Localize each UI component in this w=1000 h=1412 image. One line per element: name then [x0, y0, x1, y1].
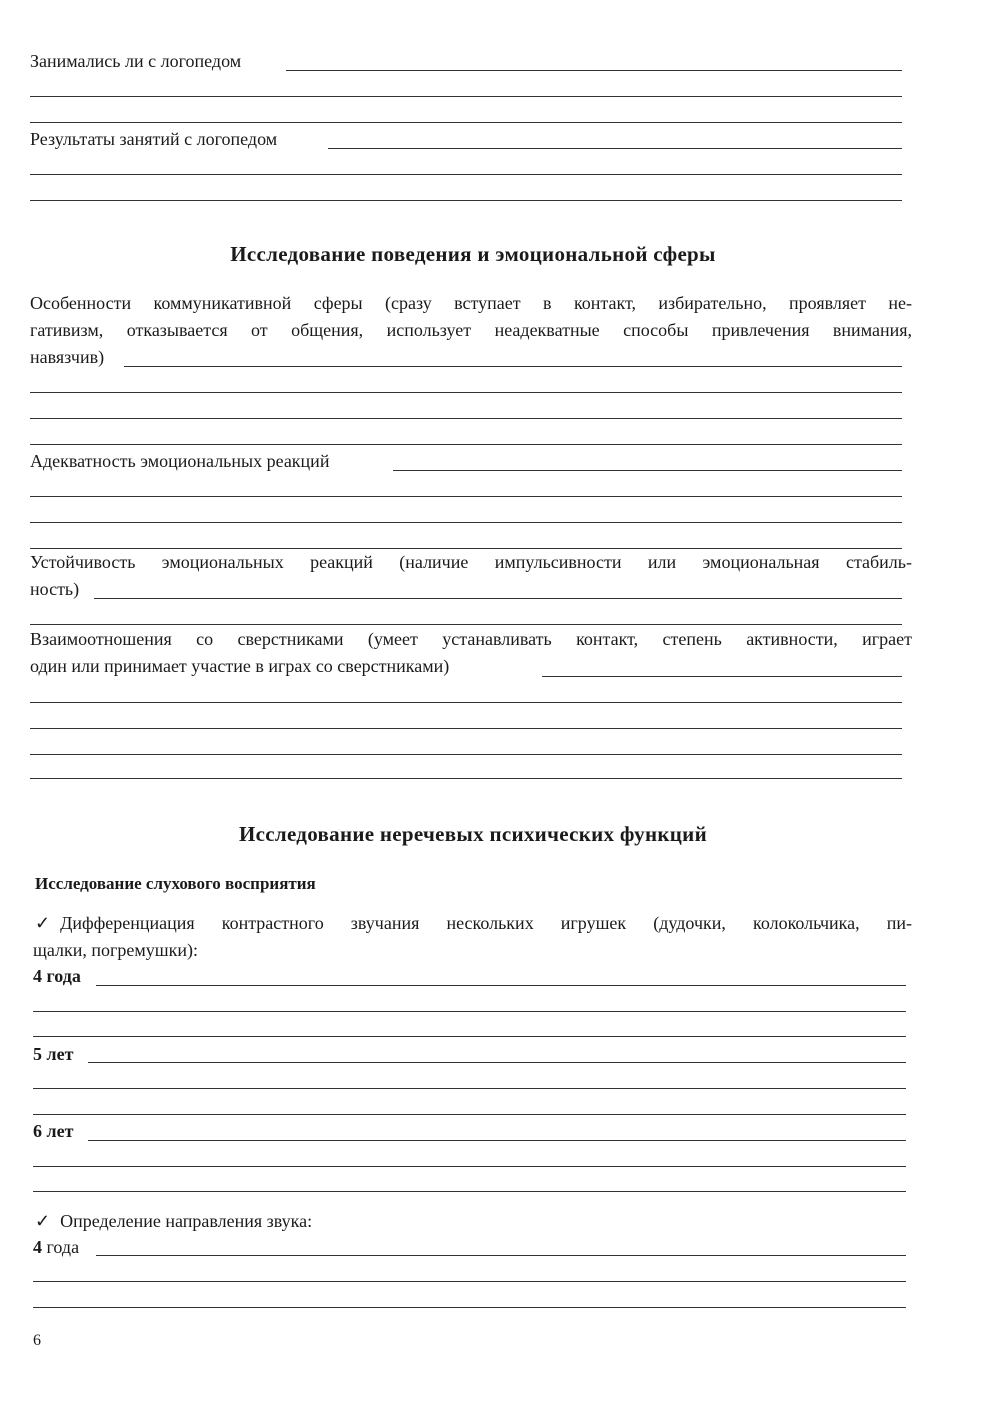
- page-number: 6: [33, 1332, 41, 1349]
- answer-line[interactable]: [94, 598, 902, 599]
- communicative-text-line1: Особенности коммуникативной сферы (сразу вступает в контакт, избирательно, проявляет не-: [30, 293, 912, 313]
- differentiation-text-line1: ✓ Дифференциация контрастного звучания нескольких игрушек (дудочки, колокольчика, пи-: [35, 910, 912, 937]
- answer-line[interactable]: [30, 728, 902, 729]
- answer-line[interactable]: [30, 418, 902, 419]
- checkmark-icon: ✓: [35, 1211, 51, 1231]
- answer-line[interactable]: [33, 1281, 906, 1282]
- behavior-section-title: Исследование поведения и эмоциональной сферы: [230, 242, 716, 266]
- adequacy-label: Адекватность эмоциональных реакций: [30, 451, 330, 471]
- auditory-perception-title: Исследование слухового восприятия: [35, 874, 316, 893]
- answer-line[interactable]: [542, 676, 902, 677]
- answer-line[interactable]: [393, 470, 902, 471]
- communicative-text-line2: гативизм, отказывается от общения, использует неадекватные способы привлечения внимания,: [30, 320, 912, 340]
- checkmark-icon: ✓: [35, 913, 51, 933]
- answer-line[interactable]: [30, 624, 902, 625]
- peers-text-line2: один или принимает участие в играх со сверстниками): [30, 656, 450, 676]
- nonverbal-section-title: Исследование неречевых психических функций: [239, 822, 707, 846]
- answer-line[interactable]: [96, 985, 906, 986]
- answer-line[interactable]: [30, 522, 902, 523]
- speech-therapist-studied-label: Занимались ли с логопедом: [30, 51, 242, 71]
- answer-line[interactable]: [30, 174, 902, 175]
- answer-line[interactable]: [30, 496, 902, 497]
- answer-line[interactable]: [33, 1114, 906, 1115]
- answer-line[interactable]: [33, 1166, 906, 1167]
- stability-text-line1: Устойчивость эмоциональных реакций (наличие импульсивности или эмоциональная стабиль-: [30, 552, 912, 572]
- answer-line[interactable]: [33, 1036, 906, 1037]
- answer-line[interactable]: [124, 366, 902, 367]
- answer-line[interactable]: [88, 1062, 906, 1063]
- answer-line[interactable]: [30, 200, 902, 201]
- answer-line[interactable]: [30, 392, 902, 393]
- communicative-text-line3: навязчив): [30, 347, 105, 367]
- peers-text-line1: Взаимоотношения со сверстниками (умеет устанавливать контакт, степень активности, играет: [30, 629, 912, 649]
- answer-line[interactable]: [328, 148, 902, 149]
- answer-line[interactable]: [33, 1011, 906, 1012]
- answer-line[interactable]: [30, 444, 902, 445]
- answer-line[interactable]: [96, 1255, 906, 1256]
- answer-line[interactable]: [30, 754, 902, 755]
- speech-therapist-results-label: Результаты занятий с логопедом: [30, 129, 278, 149]
- answer-line[interactable]: [33, 1191, 906, 1192]
- answer-line[interactable]: [88, 1140, 906, 1141]
- age-4-direction-label: 4 года: [33, 1237, 80, 1257]
- differentiation-text-line2: щалки, погремушки):: [33, 940, 198, 960]
- answer-line[interactable]: [30, 96, 902, 97]
- direction-label: ✓ Определение направления звука:: [35, 1208, 312, 1235]
- answer-line[interactable]: [30, 702, 902, 703]
- stability-text-line2: ность): [30, 579, 80, 599]
- age-4-label: 4 года: [33, 966, 81, 986]
- answer-line[interactable]: [30, 122, 902, 123]
- age-6-label: 6 лет: [33, 1121, 74, 1141]
- answer-line[interactable]: [30, 778, 902, 779]
- answer-line[interactable]: [33, 1088, 906, 1089]
- age-5-label: 5 лет: [33, 1044, 74, 1064]
- answer-line[interactable]: [286, 70, 902, 71]
- answer-line[interactable]: [33, 1307, 906, 1308]
